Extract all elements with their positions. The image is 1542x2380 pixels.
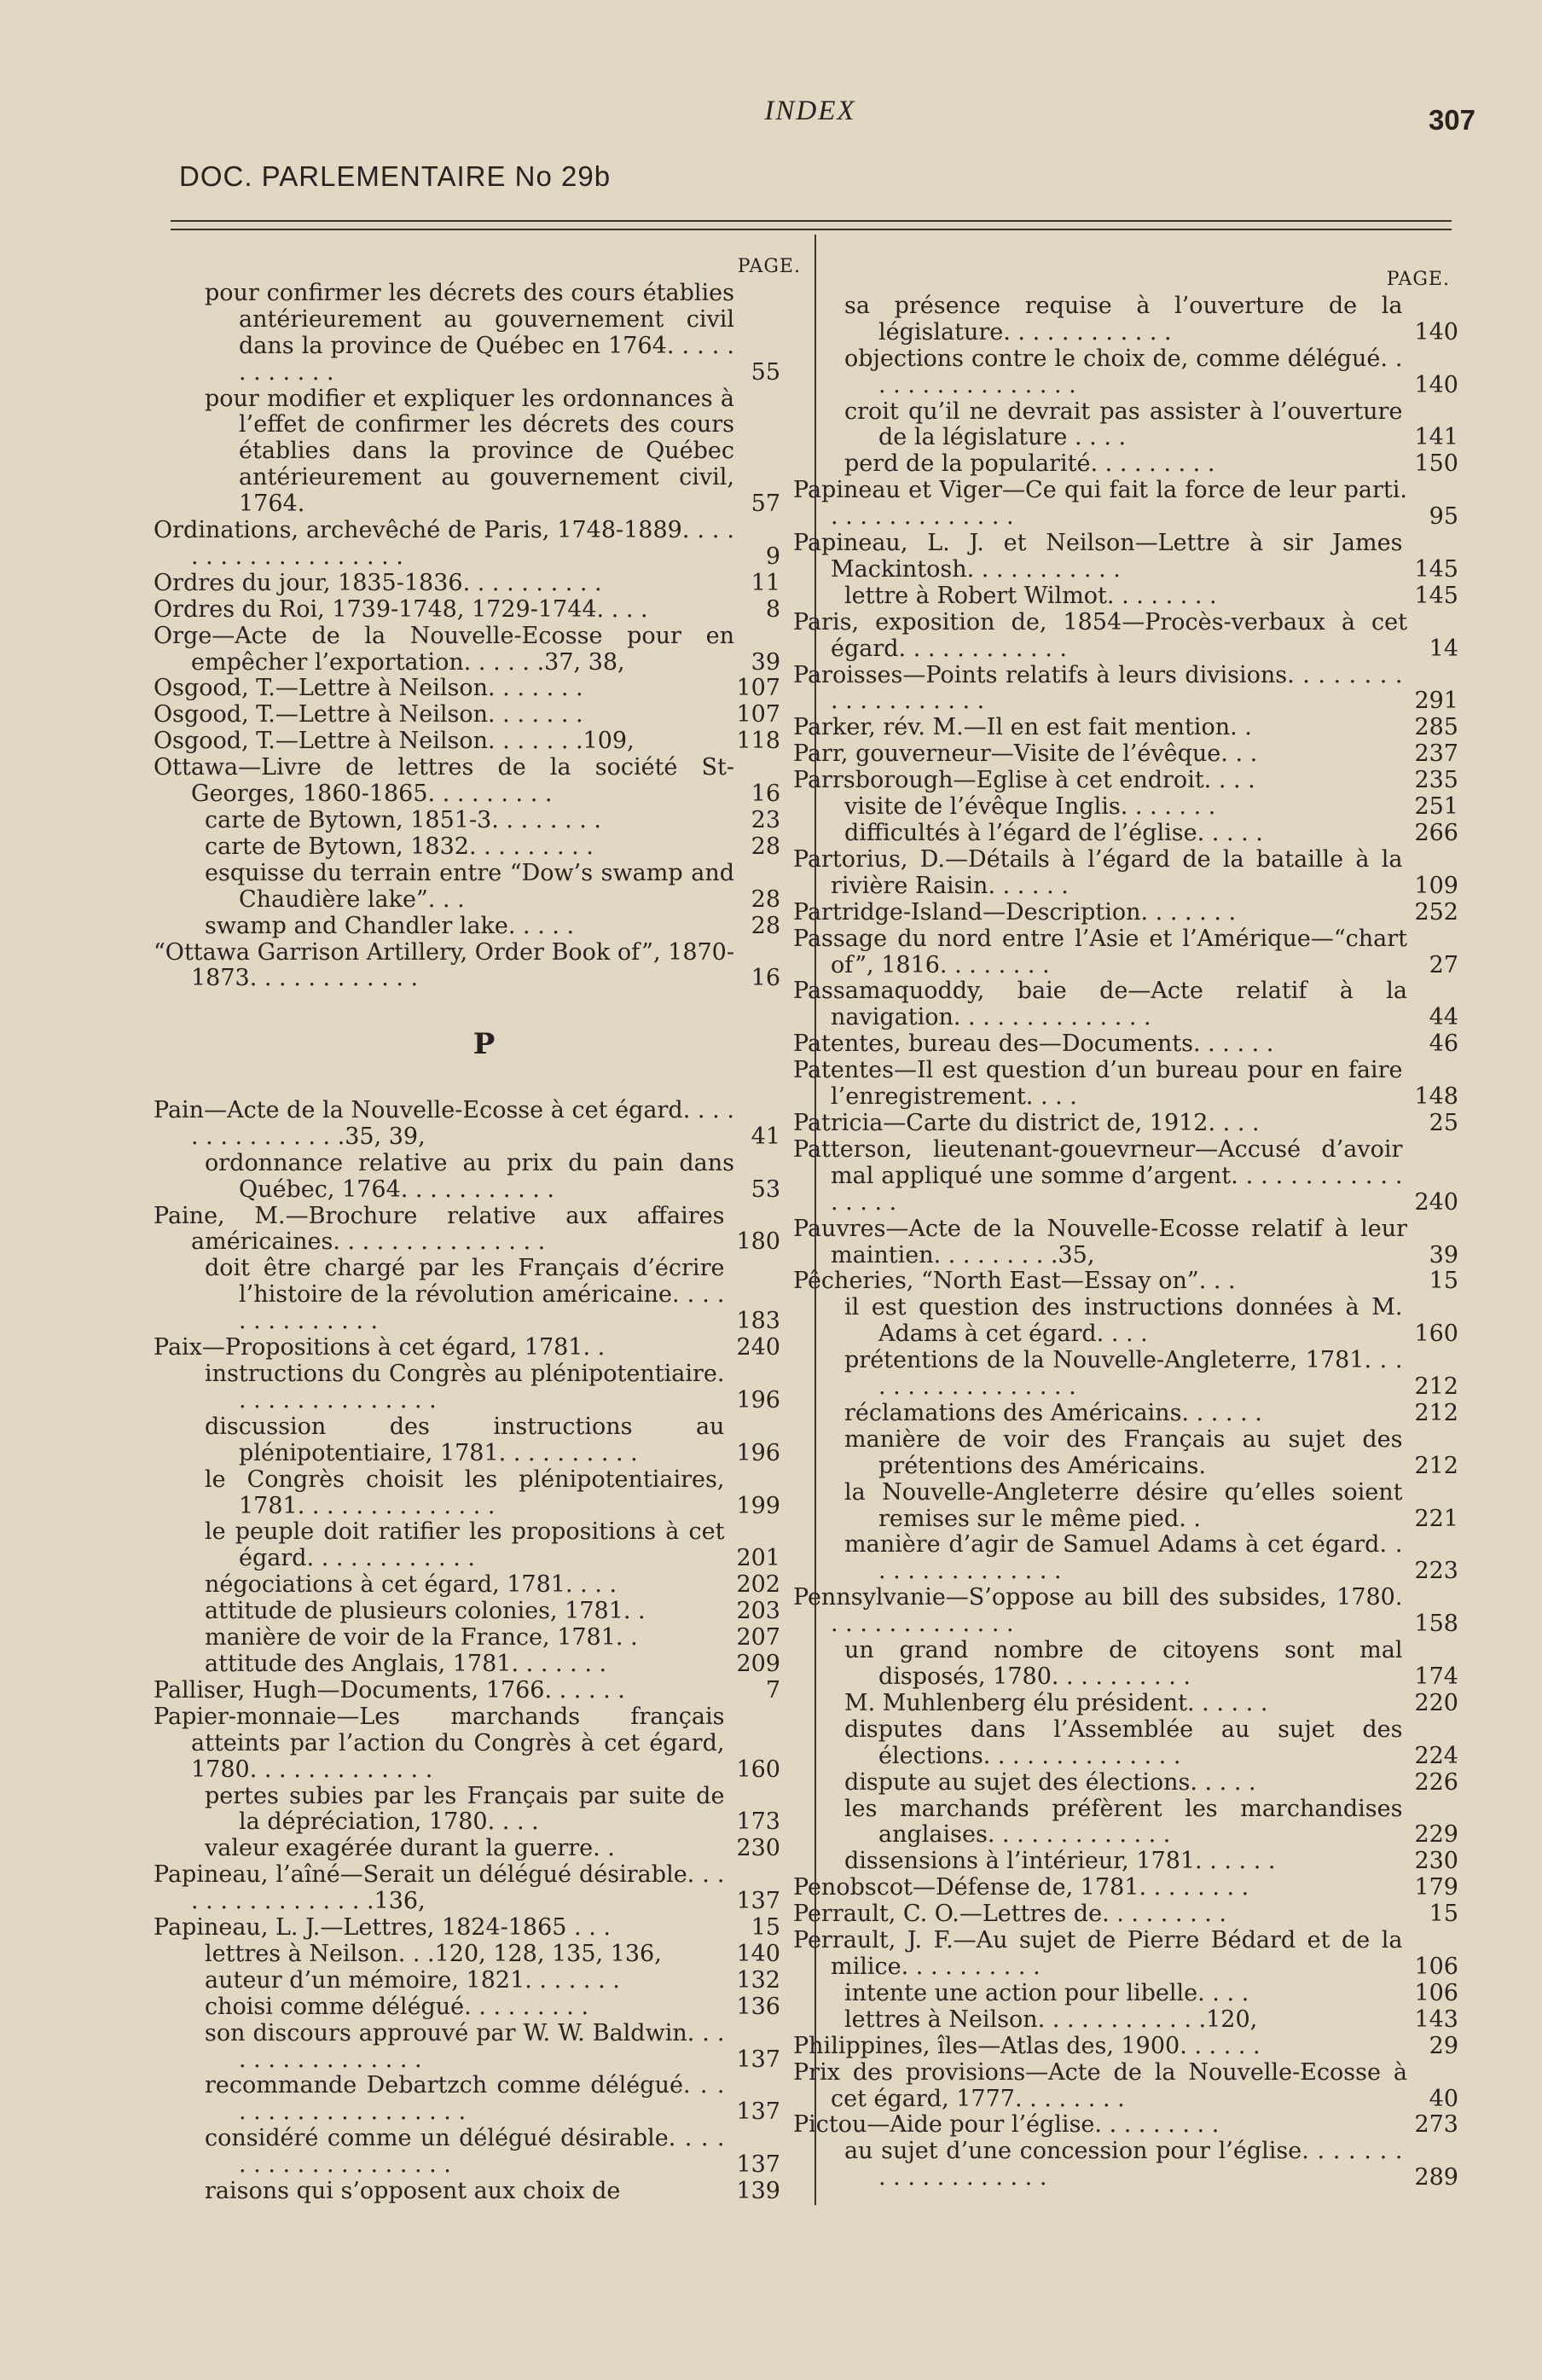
index-subentry: [154, 2073, 780, 2126]
entry-text: lettre à Robert Wilmot. . . . . . . .: [844, 582, 1217, 609]
entry-page-number: 15: [1429, 1268, 1458, 1295]
entry-text: ordonnance relative au prix du pain dans Québec, 1764. . . . . . . . . . .: [205, 1149, 734, 1203]
index-subentry: [154, 1519, 780, 1572]
entry-text: Ordres du jour, 1835-1836. . . . . . . . . .: [154, 569, 602, 596]
entry-text: dispute au sujet des élections. . . . .: [844, 1768, 1256, 1796]
index-entry: [793, 1058, 1458, 1111]
entry-text: M. Muhlenberg élu président. . . . . .: [844, 1689, 1268, 1716]
entry-text: raisons qui s’opposent aux choix de: [205, 2178, 621, 2205]
index-subentry: [793, 399, 1458, 452]
entry-page-number: 183: [736, 1308, 780, 1335]
index-entry: [793, 610, 1458, 663]
entry-text: la Nouvelle-Angleterre désire qu’elles soient remises sur le même pied. .: [844, 1478, 1403, 1532]
entry-text: carte de Bytown, 1832. . . . . . . . .: [205, 833, 594, 860]
entry-text: sa présence requise à l’ouverture de la législature. . . . . . . . . . . .: [844, 292, 1403, 345]
entry-text: Partorius, D.—Détails à l’égard de la bataille à la rivière Raisin. . . . . .: [793, 845, 1403, 899]
index-entry: [793, 663, 1458, 716]
entry-page-number: 212: [1414, 1399, 1458, 1426]
index-entry: [154, 1678, 780, 1704]
entry-page-number: 140: [736, 1940, 780, 1967]
entry-page-number: 11: [751, 569, 780, 596]
page-header-title: INDEX: [764, 96, 856, 126]
entry-page-number: 132: [736, 1966, 780, 1994]
entry-page-number: 107: [736, 675, 780, 702]
entry-text: les marchands préfèrent les marchandises anglaises. . . . . . . . . . . . .: [844, 1795, 1403, 1849]
entry-page-number: 220: [1414, 1689, 1458, 1716]
index-subentry: [154, 1599, 780, 1625]
index-column-left: [154, 254, 801, 2205]
index-column-right: [793, 267, 1458, 2191]
entry-text: Papineau, l’aîné—Serait un délégué désirable. . . . . . . . . . . . . . . .136,: [154, 1861, 725, 1915]
entry-page-number: 209: [736, 1650, 780, 1677]
entry-text: il est question des instructions données à M. Adams à cet égard. . . .: [844, 1294, 1403, 1348]
entry-page-number: 273: [1414, 2111, 1458, 2139]
entry-text: visite de l’évêque Inglis. . . . . . .: [844, 793, 1216, 821]
index-subentry: [154, 1467, 780, 1520]
entry-page-number: 136: [736, 1993, 780, 2020]
index-entry: [154, 755, 780, 808]
entry-text: Passage du nord entre l’Asie et l’Amérique—“chart of”, 1816. . . . . . . .: [793, 925, 1407, 978]
entry-text: son discours approuvé par W. W. Baldwin. . . . . . . . . . . . . . . .: [205, 2019, 725, 2073]
entry-page-number: 237: [1414, 740, 1458, 768]
entry-page-number: 158: [1414, 1611, 1458, 1638]
entry-text: recommande Debartzch comme délégué. . . . . . . . . . . . . . . . . . .: [205, 2072, 725, 2126]
index-entry: [154, 702, 780, 729]
entry-page-number: 266: [1414, 820, 1458, 847]
entry-text: Osgood, T.—Lettre à Neilson. . . . . . .109,: [154, 728, 635, 755]
index-entry: [793, 1137, 1458, 1216]
entry-page-number: 180: [736, 1228, 780, 1256]
index-subentry: [154, 1414, 780, 1467]
index-entry: [793, 1268, 1458, 1295]
index-subentry: [793, 1401, 1458, 1427]
page-number: 307: [1428, 104, 1475, 136]
index-entry: [793, 978, 1458, 1031]
index-entry: [793, 1031, 1458, 1058]
entry-page-number: 28: [751, 885, 780, 913]
entry-text: Penobscot—Défense de, 1781. . . . . . . .: [793, 1874, 1249, 1901]
index-subentry: [154, 914, 780, 940]
entry-page-number: 29: [1429, 2032, 1458, 2059]
entry-text: instructions du Congrès au plénipotentiaire. . . . . . . . . . . . . . .: [205, 1361, 725, 1413]
entry-text: Philippines, îles—Atlas des, 1900. . . . . .: [793, 2032, 1261, 2059]
entry-text: Pennsylvanie—S’oppose au bill des subsides, 1780. . . . . . . . . . . . . .: [793, 1584, 1403, 1638]
index-entry: [154, 518, 780, 571]
index-entry: [793, 1585, 1458, 1638]
entry-text: Pain—Acte de la Nouvelle-Ecosse à cet égard. . . . . . . . . . . . . . .35, 39,: [154, 1096, 734, 1150]
entry-text: Parr, gouverneur—Visite de l’évêque. . .: [793, 740, 1258, 768]
index-subentry: [154, 1625, 780, 1651]
entry-page-number: 23: [751, 807, 780, 834]
index-entry: [793, 847, 1458, 900]
index-entry: [154, 1704, 780, 1784]
entry-page-number: 16: [751, 965, 780, 992]
entry-page-number: 95: [1429, 503, 1458, 531]
entry-page-number: 28: [751, 912, 780, 939]
index-subentry: [154, 1942, 780, 1968]
entry-text: manière de voir des Français au sujet des prétentions des Américains.: [844, 1425, 1403, 1479]
index-subentry: [793, 1295, 1458, 1348]
index-subentry: [154, 2179, 780, 2205]
entry-page-number: 148: [1414, 1083, 1458, 1111]
entry-page-number: 55: [751, 358, 780, 386]
index-subentry: [154, 1361, 780, 1414]
entry-text: Ordinations, archevêché de Paris, 1748-1889. . . . . . . . . . . . . . . . . . .: [154, 517, 734, 570]
entry-text: perd de la popularité. . . . . . . . .: [844, 450, 1215, 478]
index-subentry: [793, 1532, 1458, 1585]
entry-page-number: 28: [751, 833, 780, 860]
entry-text: Osgood, T.—Lettre à Neilson. . . . . . .: [154, 675, 583, 702]
entry-page-number: 41: [751, 1123, 780, 1150]
entry-text: attitude des Anglais, 1781. . . . . . .: [205, 1650, 607, 1677]
index-subentry: [154, 834, 780, 861]
entry-page-number: 179: [1414, 1874, 1458, 1901]
entry-page-number: 15: [751, 1914, 780, 1942]
entry-text: le Congrès choisit les plénipotentiaires, 1781. . . . . . . . . . . . . .: [205, 1466, 725, 1519]
entry-page-number: 39: [751, 648, 780, 676]
entry-text: Pictou—Aide pour l’église. . . . . . . . .: [793, 2111, 1220, 2139]
entry-text: Patentes, bureau des—Documents. . . . . .: [793, 1030, 1274, 1058]
entry-page-number: 199: [736, 1492, 780, 1519]
entry-page-number: 145: [1414, 582, 1458, 609]
entry-page-number: 221: [1414, 1505, 1458, 1532]
entry-text: discussion des instructions au plénipotentiaire, 1781. . . . . . . . . .: [205, 1413, 725, 1466]
entry-text: intente une action pour libelle. . . .: [844, 1979, 1249, 2006]
entry-text: Osgood, T.—Lettre à Neilson. . . . . . .: [154, 701, 583, 729]
entry-page-number: 141: [1414, 424, 1458, 451]
entry-page-number: 137: [736, 2151, 780, 2179]
entry-text: Prix des provisions—Acte de la Nouvelle-Ecosse à cet égard, 1777. . . . . . . .: [793, 2058, 1407, 2112]
entry-page-number: 15: [1429, 1901, 1458, 1928]
entry-text: Papineau et Viger—Ce qui fait la force de leur parti. . . . . . . . . . . . . .: [793, 477, 1407, 531]
index-subentry: [154, 861, 780, 914]
entry-text: négociations à cet égard, 1781. . . .: [205, 1571, 617, 1599]
entry-text: objections contre le choix de, comme délégué. . . . . . . . . . . . . . . .: [844, 345, 1403, 398]
index-subentry: [793, 293, 1458, 346]
entry-page-number: 145: [1414, 555, 1458, 583]
entry-page-number: 106: [1414, 1979, 1458, 2006]
entry-text: esquisse du terrain entre “Dow’s swamp and Chaudière lake”. . .: [205, 859, 734, 913]
index-subentry: [154, 1651, 780, 1678]
index-entry: [793, 741, 1458, 768]
index-entry: [154, 676, 780, 702]
entry-page-number: 173: [736, 1808, 780, 1836]
index-subentry: [154, 1151, 780, 1204]
entry-page-number: 207: [736, 1624, 780, 1651]
entry-page-number: 240: [1414, 1188, 1458, 1216]
index-entry: [154, 624, 780, 676]
index-entry: [154, 1098, 780, 1151]
entry-page-number: 291: [1414, 688, 1458, 715]
index-subentry: [793, 1717, 1458, 1770]
entry-text: Pauvres—Acte de la Nouvelle-Ecosse relatif à leur maintien. . . . . . . . .35,: [793, 1215, 1407, 1268]
entry-page-number: 230: [1414, 1848, 1458, 1875]
entry-text: considéré comme un délégué désirable. . . . . . . . . . . . . . . . . . .: [205, 2125, 725, 2179]
entry-page-number: 212: [1414, 1373, 1458, 1401]
index-subentry: [793, 583, 1458, 610]
index-entry: [793, 926, 1458, 979]
index-subentry: [154, 1994, 780, 2021]
index-subentry: [154, 808, 780, 834]
entry-text: Papineau, L. J.—Lettres, 1824-1865 . . .: [154, 1914, 611, 1942]
entry-page-number: 251: [1414, 793, 1458, 821]
entry-page-number: 202: [736, 1571, 780, 1599]
document-reference: DOC. PARLEMENTAIRE No 29b: [179, 160, 612, 192]
entry-text: Patricia—Carte du district de, 1912. . . .: [793, 1109, 1260, 1136]
entry-page-number: 137: [736, 1888, 780, 1915]
entry-text: Paine, M.—Brochure relative aux affaires américaines. . . . . . . . . . . . . . .: [154, 1202, 725, 1256]
entry-text: Passamaquoddy, baie de—Acte relatif à la navigation. . . . . . . . . . . . . .: [793, 978, 1407, 1031]
entry-page-number: 212: [1414, 1452, 1458, 1479]
entry-page-number: 226: [1414, 1768, 1458, 1796]
entry-text: swamp and Chandler lake. . . . .: [205, 912, 575, 939]
entry-text: prétentions de la Nouvelle-Angleterre, 1781. . . . . . . . . . . . . . . . .: [844, 1347, 1403, 1401]
index-entry: [793, 1928, 1458, 1981]
index-subentry: [154, 1572, 780, 1599]
entry-text: disputes dans l’Assemblée au sujet des élections. . . . . . . . . . . . . .: [844, 1715, 1403, 1769]
entry-text: Patentes—Il est question d’un bureau pour en faire l’enregistrement. . . .: [793, 1057, 1403, 1111]
entry-text: Ordres du Roi, 1739-1748, 1729-1744. . . .: [154, 595, 648, 623]
entry-page-number: 235: [1414, 767, 1458, 794]
entry-text: dissensions à l’intérieur, 1781. . . . . .: [844, 1848, 1276, 1875]
index-entry: [793, 2060, 1458, 2113]
index-subentry: [793, 1849, 1458, 1875]
entry-page-number: 224: [1414, 1742, 1458, 1769]
page-column-label: PAGE.: [737, 256, 801, 277]
index-entry: [793, 1901, 1458, 1928]
entry-page-number: 16: [751, 781, 780, 808]
entry-text: Parker, rév. M.—Il en est fait mention. .: [793, 714, 1252, 741]
entry-page-number: 230: [736, 1835, 780, 1862]
entry-page-number: 40: [1429, 2085, 1458, 2112]
index-subentry: [793, 2007, 1458, 2034]
entry-text: Patterson, lieutenant-gouevrneur—Accusé d’avoir mal appliqué une somme d’argent. . . . . . . . . . . . . . . . .: [793, 1135, 1403, 1216]
entry-text: réclamations des Américains. . . . . .: [844, 1399, 1262, 1426]
index-entry: [793, 768, 1458, 794]
entry-text: Partridge-Island—Description. . . . . . .: [793, 898, 1237, 926]
entry-text: manière d’agir de Samuel Adams à cet égard. . . . . . . . . . . . . . .: [844, 1531, 1403, 1585]
entry-text: carte de Bytown, 1851-3. . . . . . . .: [205, 807, 601, 834]
entry-page-number: 39: [1429, 1241, 1458, 1268]
index-entry: [793, 1875, 1458, 1901]
entry-text: lettres à Neilson. . . . . . . . . . . .120,: [844, 2006, 1258, 2033]
index-subentry: [793, 1770, 1458, 1797]
index-subentry: [793, 1638, 1458, 1691]
entry-page-number: 285: [1414, 714, 1458, 741]
index-entry: [793, 531, 1458, 583]
entry-text: un grand nombre de citoyens sont mal disposés, 1780. . . . . . . . . .: [844, 1637, 1403, 1691]
entry-page-number: 106: [1414, 1953, 1458, 1980]
index-entry: [154, 940, 780, 993]
entry-text: Paris, exposition de, 1854—Procès-verbaux à cet égard. . . . . . . . . . . .: [793, 608, 1407, 662]
index-subentry: [793, 1348, 1458, 1401]
index-entry: [793, 2112, 1458, 2139]
entry-text: manière de voir de la France, 1781. .: [205, 1624, 638, 1651]
entry-page-number: 137: [736, 2046, 780, 2073]
entry-text: valeur exagérée durant la guerre. .: [205, 1835, 615, 1862]
header-rule-bottom: [171, 229, 1452, 230]
entry-text: au sujet d’une concession pour l’église. . . . . . . . . . . . . . . . . . .: [844, 2138, 1403, 2191]
entry-page-number: 137: [736, 2098, 780, 2126]
entry-text: difficultés à l’égard de l’église. . . . .: [844, 820, 1263, 847]
entry-page-number: 14: [1429, 635, 1458, 662]
entry-text: Papier-monnaie—Les marchands français atteints par l’action du Congrès à cet égard, 1780. . . . . . . . . . . . .: [154, 1703, 725, 1783]
index-entry: [154, 1204, 780, 1257]
entry-text: croit qu’il ne devrait pas assister à l’ouverture de la législature . . . .: [844, 398, 1403, 451]
index-subentry: [154, 1784, 780, 1837]
index-entry: [154, 1862, 780, 1915]
entry-text: Ottawa—Livre de lettres de la société St-Georges, 1860-1865. . . . . . . . .: [154, 754, 734, 808]
entry-text: Pêcheries, “North East—Essay on”. . .: [793, 1268, 1236, 1295]
entry-page-number: 57: [751, 491, 780, 518]
entry-page-number: 289: [1414, 2164, 1458, 2191]
entry-text: lettres à Neilson. . .120, 128, 135, 136,: [205, 1940, 662, 1967]
index-subentry: [154, 2021, 780, 2074]
index-subentry: [793, 1691, 1458, 1717]
index-subentry: [154, 1968, 780, 1994]
entry-page-number: 223: [1414, 1558, 1458, 1585]
entry-page-number: 150: [1414, 450, 1458, 478]
index-entry: [793, 2034, 1458, 2060]
index-entry: [793, 478, 1458, 531]
entry-page-number: 139: [736, 2178, 780, 2205]
entry-page-number: 140: [1414, 371, 1458, 398]
index-entry: [793, 1216, 1458, 1269]
index-subentry: [793, 346, 1458, 399]
entry-page-number: 143: [1414, 2006, 1458, 2033]
entry-text: pertes subies par les Français par suite de la dépréciation, 1780. . . .: [205, 1782, 725, 1836]
entry-page-number: 160: [1414, 1321, 1458, 1348]
entry-text: choisi comme délégué. . . . . . . . .: [205, 1993, 589, 2020]
index-subentry: [154, 281, 780, 386]
index-entry: [793, 1111, 1458, 1137]
entry-page-number: 9: [765, 543, 780, 570]
index-subentry: [154, 386, 780, 519]
entry-page-number: 7: [765, 1676, 780, 1704]
index-entry: [154, 729, 780, 755]
entry-page-number: 240: [736, 1334, 780, 1361]
index-subentry: [793, 821, 1458, 847]
entry-text: le peuple doit ratifier les propositions à cet égard. . . . . . . . . . . .: [205, 1518, 725, 1572]
entry-page-number: 140: [1414, 318, 1458, 345]
header-rule-top: [171, 220, 1452, 222]
entry-page-number: 201: [736, 1545, 780, 1572]
entry-page-number: 8: [765, 595, 780, 623]
entry-text: attitude de plusieurs colonies, 1781. .: [205, 1598, 646, 1625]
entry-text: Orge—Acte de la Nouvelle-Ecosse pour en empêcher l’exportation. . . . . .37, 38,: [154, 622, 734, 676]
entry-page-number: 118: [736, 728, 780, 755]
index-subentry: [793, 1981, 1458, 2007]
entry-text: Perrault, J. F.—Au sujet de Pierre Bédard et de la milice. . . . . . . . . .: [793, 1927, 1403, 1980]
entry-page-number: 27: [1429, 951, 1458, 978]
entry-text: Papineau, L. J. et Neilson—Lettre à sir James Mackintosh. . . . . . . . . . .: [793, 530, 1403, 583]
entry-page-number: 174: [1414, 1663, 1458, 1691]
section-letter: P: [472, 1027, 496, 1062]
entry-text: doit être chargé par les Français d’écrire l’histoire de la révolution américaine. . . . . . . . . . . . . .: [205, 1255, 725, 1335]
entry-text: Paroisses—Points relatifs à leurs divisions. . . . . . . . . . . . . . . . . . .: [793, 661, 1403, 715]
entry-text: auteur d’un mémoire, 1821. . . . . . .: [205, 1966, 620, 1994]
entry-text: Perrault, C. O.—Lettres de. . . . . . . . .: [793, 1901, 1226, 1928]
entry-text: “Ottawa Garrison Artillery, Order Book of”, 1870-1873. . . . . . . . . . . .: [154, 938, 734, 992]
entry-page-number: 252: [1414, 898, 1458, 926]
entry-page-number: 196: [736, 1439, 780, 1466]
index-subentry: [793, 2139, 1458, 2191]
index-entry: [154, 1915, 780, 1942]
index-subentry: [793, 1427, 1458, 1480]
entry-text: Palliser, Hugh—Documents, 1766. . . . . .: [154, 1676, 625, 1704]
entry-page-number: 203: [736, 1598, 780, 1625]
index-entry: [154, 597, 780, 624]
index-subentry: [793, 451, 1458, 478]
entry-text: Paix—Propositions à cet égard, 1781. .: [154, 1334, 606, 1361]
index-subentry: [154, 1256, 780, 1335]
entry-page-number: 229: [1414, 1821, 1458, 1849]
entry-page-number: 196: [736, 1386, 780, 1413]
index-entry: [154, 571, 780, 597]
entry-page-number: 53: [751, 1175, 780, 1203]
index-subentry: [793, 1480, 1458, 1533]
index-entry: [793, 900, 1458, 926]
entry-page-number: 160: [736, 1756, 780, 1783]
index-subentry: [154, 2126, 780, 2179]
index-subentry: [793, 794, 1458, 821]
entry-page-number: 107: [736, 701, 780, 729]
entry-page-number: 109: [1414, 872, 1458, 899]
entry-text: pour modifier et expliquer les ordonnances à l’effet de confirmer les décrets des cours établies dans la province de Québec antérieurement au gouvernement civil, 1764.: [205, 385, 734, 518]
index-subentry: [154, 1836, 780, 1862]
entry-page-number: 46: [1429, 1030, 1458, 1058]
index-subentry: [793, 1797, 1458, 1849]
page-column-label: PAGE.: [1386, 269, 1450, 290]
index-entry: [154, 1335, 780, 1361]
index-entry: [793, 715, 1458, 741]
entry-text: Parrsborough—Eglise à cet endroit. . . .: [793, 767, 1255, 794]
entry-text: pour confirmer les décrets des cours établies antérieurement au gouvernement civil dans la province de Québec en 1764. . . . . . . . . . . .: [205, 279, 734, 386]
entry-page-number: 44: [1429, 1004, 1458, 1031]
entry-page-number: 25: [1429, 1109, 1458, 1136]
